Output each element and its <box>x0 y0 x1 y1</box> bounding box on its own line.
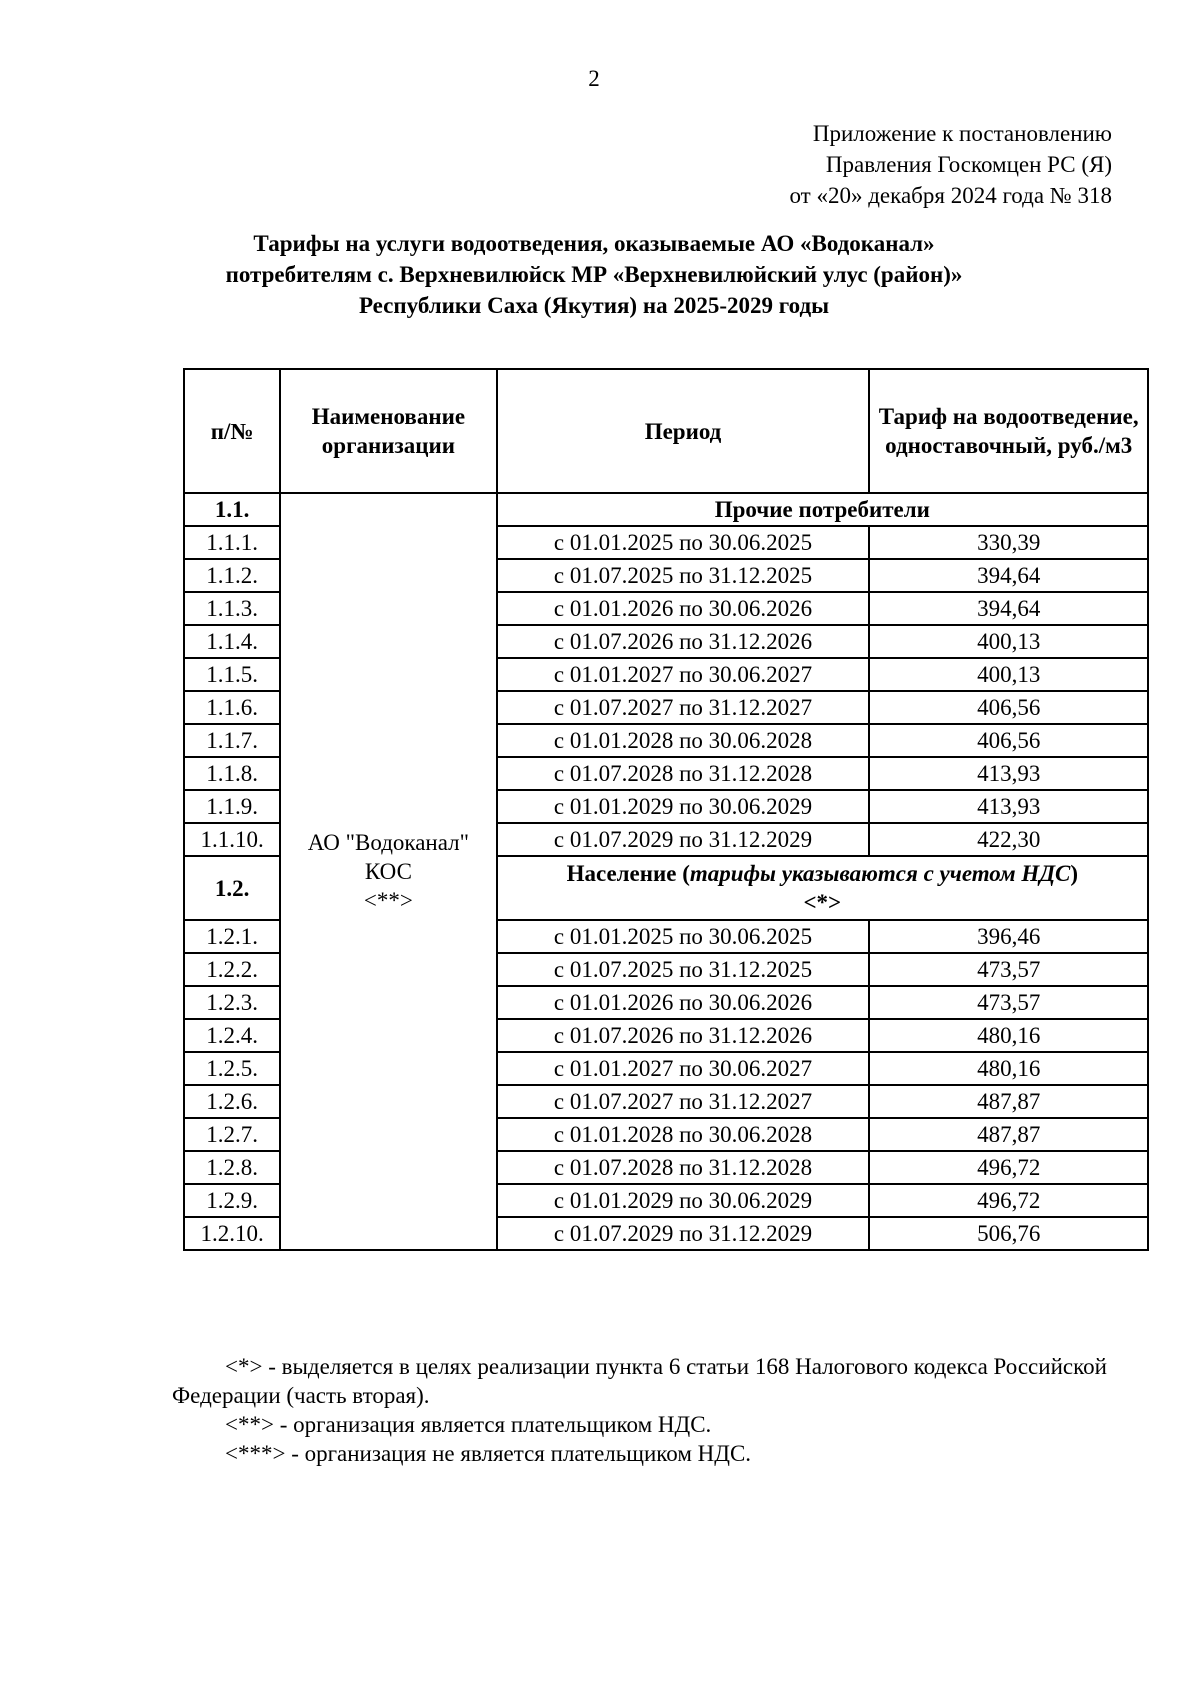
cell-period: с 01.01.2027 по 30.06.2027 <box>497 658 870 691</box>
organization-cell <box>280 493 496 1250</box>
appendix-line-3: от «20» декабря 2024 года № 318 <box>789 183 1112 208</box>
cell-tariff: 496,72 <box>869 1184 1148 1217</box>
cell-num: 1.1.8. <box>184 757 280 790</box>
cell-period: с 01.07.2026 по 31.12.2026 <box>497 1019 870 1052</box>
header-num: п/№ <box>184 369 280 493</box>
header-tariff: Тариф на водоотведение, одноставочный, руб./м3 <box>869 369 1148 493</box>
cell-num: 1.2.9. <box>184 1184 280 1217</box>
footnote-2: <**> - организация является плательщиком НДС. <box>225 1412 712 1437</box>
cell-period: с 01.01.2029 по 30.06.2029 <box>497 790 870 823</box>
cell-tariff: 487,87 <box>869 1085 1148 1118</box>
cell-tariff: 487,87 <box>869 1118 1148 1151</box>
cell-num: 1.2.5. <box>184 1052 280 1085</box>
footnote-1: <*> - выделяется в целях реализации пункта 6 статьи 168 Налогового кодекса Российской Федерации (часть вторая). <box>172 1354 1107 1408</box>
cell-num: 1.2.4. <box>184 1019 280 1052</box>
cell-tariff: 413,93 <box>869 790 1148 823</box>
cell-period: с 01.07.2027 по 31.12.2027 <box>497 691 870 724</box>
cell-tariff: 406,56 <box>869 724 1148 757</box>
cell-tariff: 394,64 <box>869 559 1148 592</box>
footnote-3: <***> - организация не является плательщиком НДС. <box>225 1441 752 1466</box>
cell-period: с 01.07.2028 по 31.12.2028 <box>497 757 870 790</box>
cell-tariff: 406,56 <box>869 691 1148 724</box>
section-number: 1.2. <box>184 856 280 920</box>
cell-num: 1.1.9. <box>184 790 280 823</box>
org-footnote-mark: <**> <box>363 888 413 913</box>
cell-tariff: 330,39 <box>869 526 1148 559</box>
header-period: Период <box>497 369 870 493</box>
cell-num: 1.2.7. <box>184 1118 280 1151</box>
document-title <box>0 228 1188 321</box>
cell-tariff: 394,64 <box>869 592 1148 625</box>
cell-num: 1.1.4. <box>184 625 280 658</box>
section-label-suffix: ) <box>1070 861 1079 886</box>
title-line-2: потребителям с. Верхневилюйск МР «Верхневилюйский улус (район)» <box>225 262 963 287</box>
cell-num: 1.1.6. <box>184 691 280 724</box>
cell-num: 1.2.10. <box>184 1217 280 1250</box>
cell-period: с 01.01.2026 по 30.06.2026 <box>497 592 870 625</box>
cell-num: 1.1.3. <box>184 592 280 625</box>
header-organization: Наименование организации <box>280 369 496 493</box>
section-label-footnote-mark: <*> <box>803 890 842 915</box>
cell-tariff: 480,16 <box>869 1019 1148 1052</box>
cell-num: 1.2.1. <box>184 920 280 953</box>
cell-num: 1.1.7. <box>184 724 280 757</box>
cell-period: с 01.07.2026 по 31.12.2026 <box>497 625 870 658</box>
cell-period: с 01.01.2025 по 30.06.2025 <box>497 920 870 953</box>
section-number: 1.1. <box>184 493 280 526</box>
cell-period: с 01.07.2029 по 31.12.2029 <box>497 823 870 856</box>
cell-tariff: 400,13 <box>869 658 1148 691</box>
cell-period: с 01.01.2028 по 30.06.2028 <box>497 724 870 757</box>
section-label-prefix: Население ( <box>566 861 690 886</box>
cell-period: с 01.07.2027 по 31.12.2027 <box>497 1085 870 1118</box>
cell-period: с 01.01.2026 по 30.06.2026 <box>497 986 870 1019</box>
cell-num: 1.2.6. <box>184 1085 280 1118</box>
cell-tariff: 473,57 <box>869 953 1148 986</box>
appendix-reference <box>789 118 1112 211</box>
cell-tariff: 496,72 <box>869 1151 1148 1184</box>
title-line-1: Тарифы на услуги водоотведения, оказываемые АО «Водоканал» <box>253 231 935 256</box>
cell-num: 1.2.2. <box>184 953 280 986</box>
cell-num: 1.1.10. <box>184 823 280 856</box>
cell-num: 1.1.5. <box>184 658 280 691</box>
org-name: АО "Водоканал" <box>307 830 470 855</box>
cell-num: 1.1.1. <box>184 526 280 559</box>
section-label: Прочие потребители <box>497 493 1148 526</box>
org-facility: КОС <box>364 859 412 884</box>
page-number: 2 <box>588 66 600 91</box>
cell-period: с 01.07.2025 по 31.12.2025 <box>497 953 870 986</box>
title-line-3: Республики Саха (Якутия) на 2025-2029 годы <box>358 293 830 318</box>
cell-tariff: 396,46 <box>869 920 1148 953</box>
cell-period: с 01.01.2027 по 30.06.2027 <box>497 1052 870 1085</box>
section-label-italic: тарифы указываются с учетом НДС <box>689 861 1071 886</box>
cell-tariff: 422,30 <box>869 823 1148 856</box>
cell-num: 1.1.2. <box>184 559 280 592</box>
tariff-table <box>183 368 1149 1251</box>
cell-period: с 01.01.2025 по 30.06.2025 <box>497 526 870 559</box>
table-header-row <box>184 369 1148 493</box>
cell-tariff: 506,76 <box>869 1217 1148 1250</box>
cell-tariff: 480,16 <box>869 1052 1148 1085</box>
appendix-line-1: Приложение к постановлению <box>812 121 1112 146</box>
section-label <box>497 856 1148 920</box>
appendix-line-2: Правления Госкомцен РС (Я) <box>825 152 1112 177</box>
cell-period: с 01.01.2029 по 30.06.2029 <box>497 1184 870 1217</box>
cell-period: с 01.01.2028 по 30.06.2028 <box>497 1118 870 1151</box>
cell-period: с 01.07.2025 по 31.12.2025 <box>497 559 870 592</box>
cell-period: с 01.07.2029 по 31.12.2029 <box>497 1217 870 1250</box>
cell-tariff: 400,13 <box>869 625 1148 658</box>
cell-tariff: 473,57 <box>869 986 1148 1019</box>
cell-num: 1.2.3. <box>184 986 280 1019</box>
cell-period: с 01.07.2028 по 31.12.2028 <box>497 1151 870 1184</box>
cell-tariff: 413,93 <box>869 757 1148 790</box>
cell-num: 1.2.8. <box>184 1151 280 1184</box>
section-row <box>184 493 1148 526</box>
footnotes <box>172 1352 1112 1468</box>
